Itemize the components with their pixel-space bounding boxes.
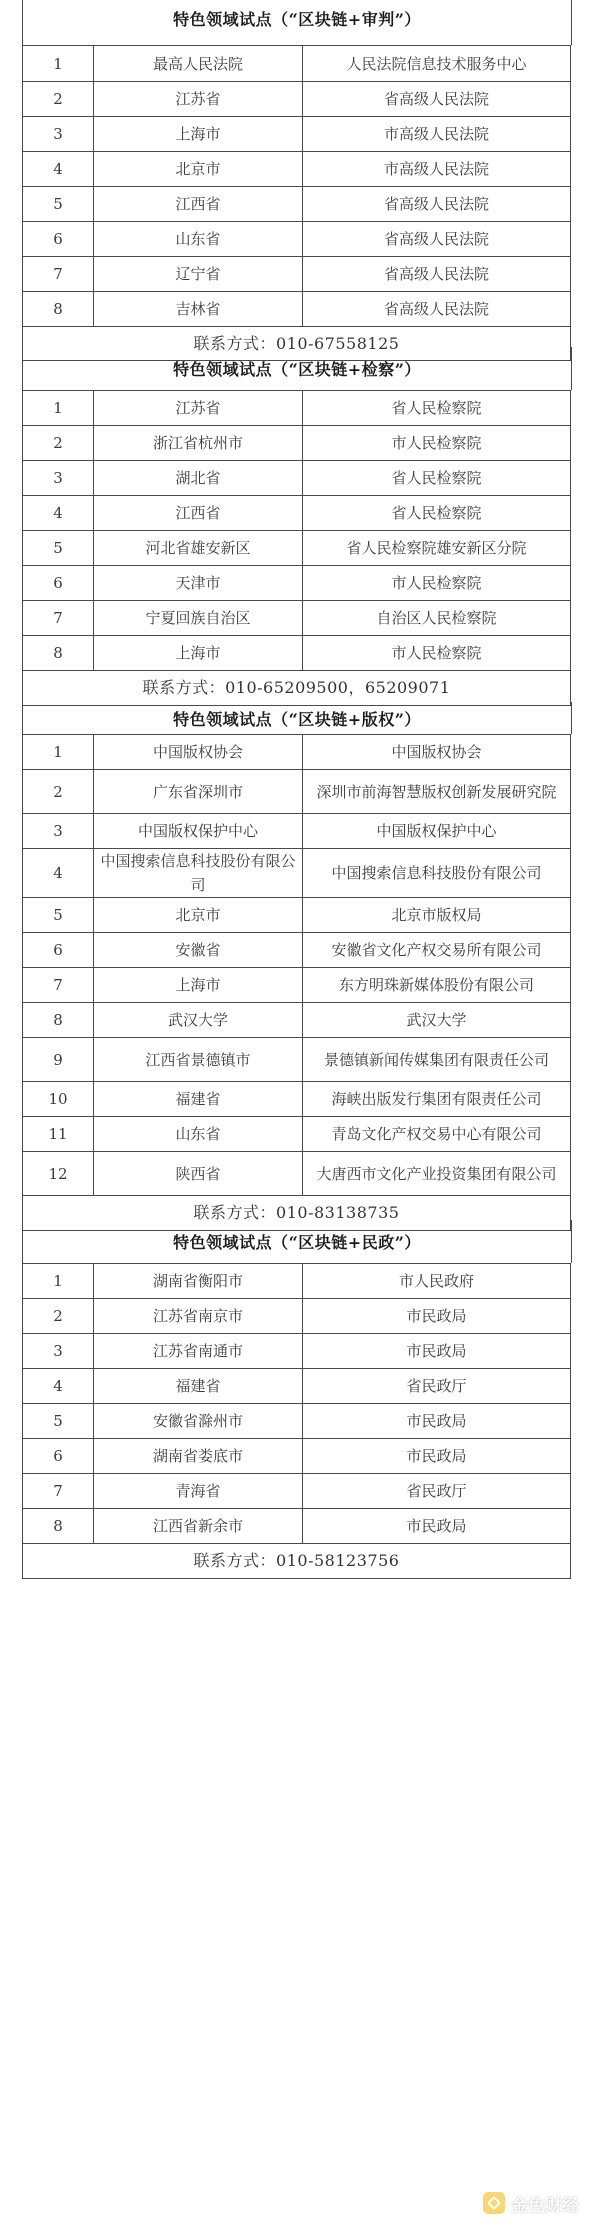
row-region: 河北省雄安新区 xyxy=(94,531,303,566)
row-number: 7 xyxy=(23,968,94,1003)
row-unit: 市民政局 xyxy=(303,1404,571,1439)
row-region: 福建省 xyxy=(94,1082,303,1117)
row-unit: 市民政局 xyxy=(303,1509,571,1544)
table-row xyxy=(23,496,571,531)
row-region: 天津市 xyxy=(94,566,303,601)
table-row xyxy=(23,1082,571,1117)
row-region: 山东省 xyxy=(94,222,303,257)
row-unit: 市高级人民法院 xyxy=(303,117,571,152)
row-unit: 市人民检察院 xyxy=(303,636,571,671)
pilot-table xyxy=(22,390,571,706)
row-region: 安徽省滁州市 xyxy=(94,1404,303,1439)
row-unit: 省高级人民法院 xyxy=(303,257,571,292)
row-unit: 省民政厅 xyxy=(303,1369,571,1404)
row-unit: 市人民检察院 xyxy=(303,566,571,601)
table-row xyxy=(23,1299,571,1334)
row-number: 5 xyxy=(23,531,94,566)
row-region: 北京市 xyxy=(94,152,303,187)
row-number: 3 xyxy=(23,461,94,496)
row-number: 6 xyxy=(23,222,94,257)
row-number: 1 xyxy=(23,1264,94,1299)
watermark-text: 金色财经 xyxy=(511,2195,579,2216)
row-unit: 中国搜索信息科技股份有限公司 xyxy=(303,849,571,898)
row-unit: 省高级人民法院 xyxy=(303,222,571,257)
table-row xyxy=(23,292,571,327)
row-number: 8 xyxy=(23,1509,94,1544)
row-region: 江西省景德镇市 xyxy=(94,1038,303,1082)
row-unit: 自治区人民检察院 xyxy=(303,601,571,636)
row-number: 3 xyxy=(23,814,94,849)
table-row xyxy=(23,1264,571,1299)
row-region: 山东省 xyxy=(94,1117,303,1152)
table-row xyxy=(23,1038,571,1082)
row-region: 武汉大学 xyxy=(94,1003,303,1038)
table-row xyxy=(23,933,571,968)
table-row xyxy=(23,257,571,292)
row-region: 湖南省娄底市 xyxy=(94,1439,303,1474)
row-number: 8 xyxy=(23,636,94,671)
row-region: 最高人民法院 xyxy=(94,46,303,82)
row-region: 湖北省 xyxy=(94,461,303,496)
table-row xyxy=(23,968,571,1003)
row-unit: 景德镇新闻传媒集团有限责任公司 xyxy=(303,1038,571,1082)
row-number: 2 xyxy=(23,770,94,814)
row-number: 6 xyxy=(23,1439,94,1474)
row-number: 8 xyxy=(23,1003,94,1038)
row-number: 7 xyxy=(23,601,94,636)
row-unit: 省人民检察院雄安新区分院 xyxy=(303,531,571,566)
jinse-logo-icon xyxy=(483,2192,505,2214)
contact-info: 联系方式：010-65209500，65209071 xyxy=(23,671,571,706)
row-region: 湖南省衡阳市 xyxy=(94,1264,303,1299)
row-region: 陕西省 xyxy=(94,1152,303,1196)
row-unit: 市人民检察院 xyxy=(303,426,571,461)
section-title: 特色领域试点（“区块链+民政”） xyxy=(22,1220,572,1263)
row-region: 江苏省 xyxy=(94,391,303,426)
row-number: 4 xyxy=(23,1369,94,1404)
row-unit: 省高级人民法院 xyxy=(303,82,571,117)
table-row xyxy=(23,117,571,152)
table-row xyxy=(23,426,571,461)
table-row xyxy=(23,601,571,636)
row-unit: 省高级人民法院 xyxy=(303,187,571,222)
row-region: 上海市 xyxy=(94,636,303,671)
row-unit: 大唐西市文化产业投资集团有限公司 xyxy=(303,1152,571,1196)
row-unit: 市高级人民法院 xyxy=(303,152,571,187)
row-number: 4 xyxy=(23,849,94,898)
table-row xyxy=(23,461,571,496)
row-region: 江西省 xyxy=(94,496,303,531)
table-row xyxy=(23,566,571,601)
row-region: 上海市 xyxy=(94,968,303,1003)
row-unit: 省高级人民法院 xyxy=(303,292,571,327)
watermark xyxy=(483,2188,593,2218)
row-region: 江苏省 xyxy=(94,82,303,117)
row-number: 8 xyxy=(23,292,94,327)
table-row xyxy=(23,735,571,770)
row-region: 上海市 xyxy=(94,117,303,152)
table-row xyxy=(23,82,571,117)
row-region: 江苏省南通市 xyxy=(94,1334,303,1369)
table-row xyxy=(23,814,571,849)
row-unit: 海峡出版发行集团有限责任公司 xyxy=(303,1082,571,1117)
row-unit: 市民政局 xyxy=(303,1299,571,1334)
pilot-table xyxy=(22,734,571,1231)
contact-info: 联系方式：010-67558125 xyxy=(23,327,571,361)
row-region: 中国搜索信息科技股份有限公司 xyxy=(94,849,303,898)
table-row xyxy=(23,1404,571,1439)
row-number: 4 xyxy=(23,152,94,187)
table-row xyxy=(23,1334,571,1369)
row-unit: 人民法院信息技术服务中心 xyxy=(303,46,571,82)
row-number: 6 xyxy=(23,933,94,968)
table-row xyxy=(23,1369,571,1404)
row-number: 2 xyxy=(23,1299,94,1334)
row-unit: 安徽省文化产权交易所有限公司 xyxy=(303,933,571,968)
table-row xyxy=(23,1003,571,1038)
table-row xyxy=(23,636,571,671)
row-region: 青海省 xyxy=(94,1474,303,1509)
row-number: 2 xyxy=(23,82,94,117)
row-unit: 中国版权协会 xyxy=(303,735,571,770)
row-unit: 省民政厅 xyxy=(303,1474,571,1509)
row-region: 中国版权保护中心 xyxy=(94,814,303,849)
row-number: 5 xyxy=(23,898,94,933)
table-row xyxy=(23,1509,571,1544)
row-unit: 东方明珠新媒体股份有限公司 xyxy=(303,968,571,1003)
row-number: 6 xyxy=(23,566,94,601)
row-number: 2 xyxy=(23,426,94,461)
row-region: 宁夏回族自治区 xyxy=(94,601,303,636)
row-number: 11 xyxy=(23,1117,94,1152)
row-unit: 青岛文化产权交易中心有限公司 xyxy=(303,1117,571,1152)
table-row xyxy=(23,1474,571,1509)
row-number: 3 xyxy=(23,1334,94,1369)
row-number: 4 xyxy=(23,496,94,531)
row-region: 福建省 xyxy=(94,1369,303,1404)
row-number: 3 xyxy=(23,117,94,152)
row-region: 辽宁省 xyxy=(94,257,303,292)
row-unit: 市民政局 xyxy=(303,1439,571,1474)
contact-info: 联系方式：010-58123756 xyxy=(23,1544,571,1579)
table-row xyxy=(23,152,571,187)
row-region: 浙江省杭州市 xyxy=(94,426,303,461)
row-number: 12 xyxy=(23,1152,94,1196)
table-row xyxy=(23,1439,571,1474)
row-unit: 北京市版权局 xyxy=(303,898,571,933)
row-region: 中国版权协会 xyxy=(94,735,303,770)
row-unit: 深圳市前海智慧版权创新发展研究院 xyxy=(303,770,571,814)
table-row xyxy=(23,849,571,898)
contact-info: 联系方式：010-83138735 xyxy=(23,1196,571,1231)
section-title: 特色领域试点（“区块链+审判”） xyxy=(22,0,572,45)
row-number: 1 xyxy=(23,735,94,770)
table-row xyxy=(23,1152,571,1196)
row-unit: 市民政局 xyxy=(303,1334,571,1369)
table-row xyxy=(23,531,571,566)
row-number: 9 xyxy=(23,1038,94,1082)
row-number: 7 xyxy=(23,257,94,292)
table-row xyxy=(23,187,571,222)
table-row xyxy=(23,222,571,257)
row-number: 7 xyxy=(23,1474,94,1509)
pilot-table xyxy=(22,1263,571,1579)
row-unit: 省人民检察院 xyxy=(303,461,571,496)
row-region: 江西省新余市 xyxy=(94,1509,303,1544)
row-number: 10 xyxy=(23,1082,94,1117)
row-region: 安徽省 xyxy=(94,933,303,968)
row-unit: 武汉大学 xyxy=(303,1003,571,1038)
contact-row xyxy=(23,1544,571,1579)
section-title: 特色领域试点（“区块链+版权”） xyxy=(22,702,572,734)
table-row xyxy=(23,46,571,82)
table-row xyxy=(23,770,571,814)
row-number: 5 xyxy=(23,1404,94,1439)
row-number: 5 xyxy=(23,187,94,222)
row-region: 吉林省 xyxy=(94,292,303,327)
row-region: 北京市 xyxy=(94,898,303,933)
row-region: 广东省深圳市 xyxy=(94,770,303,814)
row-unit: 省人民检察院 xyxy=(303,391,571,426)
row-unit: 中国版权保护中心 xyxy=(303,814,571,849)
table-row xyxy=(23,391,571,426)
row-unit: 省人民检察院 xyxy=(303,496,571,531)
table-row xyxy=(23,1117,571,1152)
row-region: 江西省 xyxy=(94,187,303,222)
row-unit: 市人民政府 xyxy=(303,1264,571,1299)
contact-row xyxy=(23,671,571,706)
section-title: 特色领域试点（“区块链+检察”） xyxy=(22,347,572,390)
row-number: 1 xyxy=(23,46,94,82)
table-row xyxy=(23,898,571,933)
row-number: 1 xyxy=(23,391,94,426)
pilot-table xyxy=(22,45,571,361)
row-region: 江苏省南京市 xyxy=(94,1299,303,1334)
